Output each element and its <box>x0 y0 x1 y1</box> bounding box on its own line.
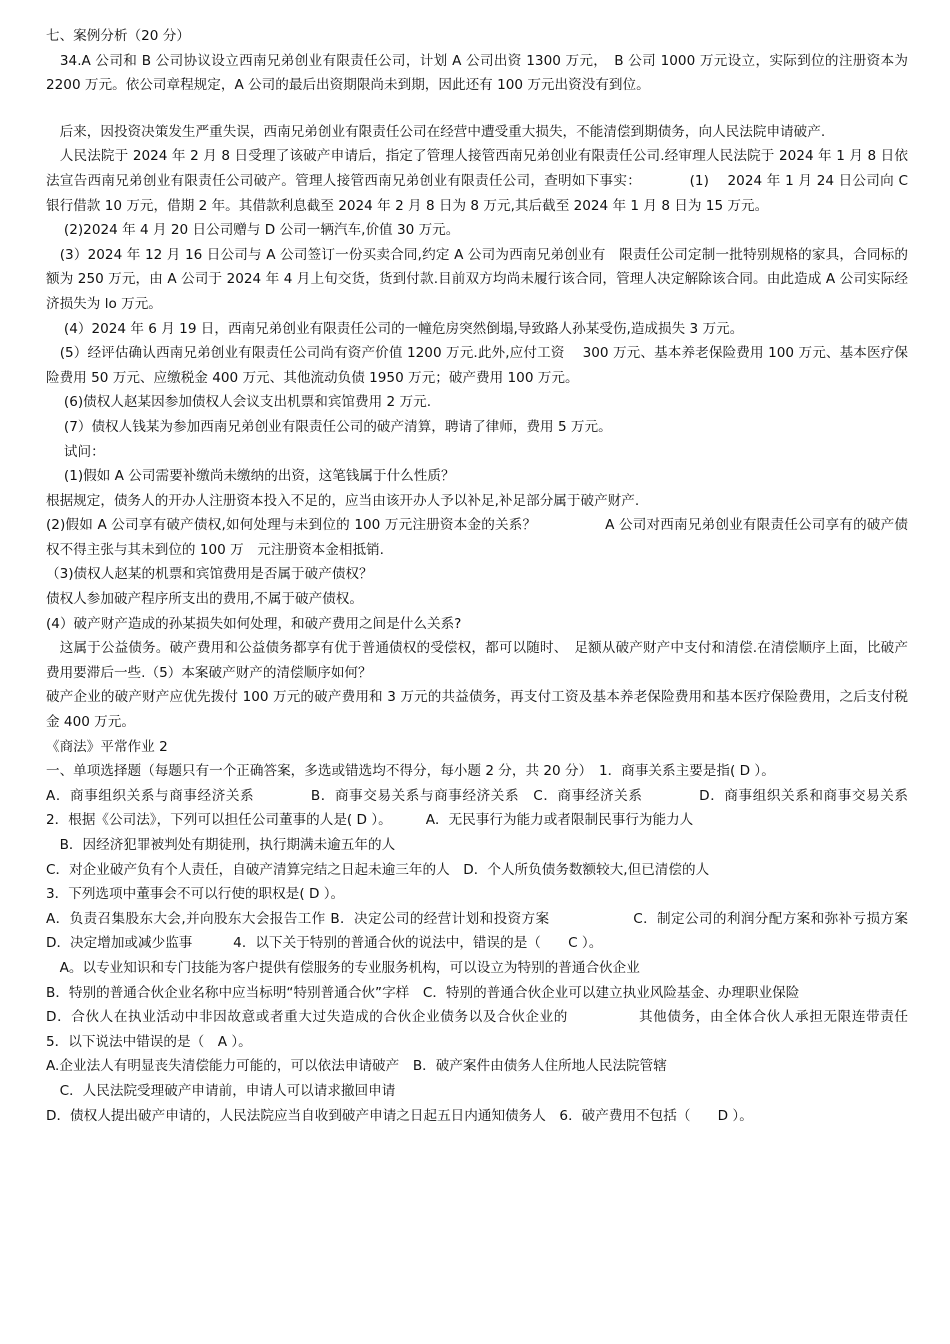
answer-3: 债权人参加破产程序所支出的费用,不属于破产债权。 <box>46 591 363 608</box>
mcq-block-1: A．商事组织关系与商事经济关系 B．商事交易关系与商事经济关系 C．商事经济关系 D．商事组织关系和商事交易关系 2．根据《公司法》，下列可以担任公司董事的人是( D ）。 A．无民事行为能力或者限制民事行为能力人 <box>46 787 922 829</box>
blank-line <box>46 98 908 120</box>
question-4: (4）破产财产造成的孙某损失如何处理，和破产费用之间是什么关系? <box>46 615 462 632</box>
mcq-option-5c: C．人民法院受理破产申请前，申请人可以请求撤回申请 <box>46 1082 396 1099</box>
section-heading: 七、案例分析（20 分） <box>46 28 190 44</box>
fact-item-2: (2)2024 年 4 月 20 日公司赠与 D 公司一辆汽车,价值 30 万元。 <box>46 222 460 239</box>
case-background-paragraph: 后来，因投资决策发生严重失误，西南兄弟创业有限责任公司在经营中遭受重大损失，不能清偿到期债务，向人民法院申请破产. <box>46 123 826 140</box>
mcq-section-heading: 一、单项选择题（每题只有一个正确答案，多选或错选均不得分，每小题 2 分，共 20 分） 1．商事关系主要是指( D ）。 <box>46 763 775 780</box>
mcq-options-4b-4c: B．特别的普通合伙企业名称中应当标明“特别普通合伙”字样 C．特别的普通合伙企业可以建立执业风险基金、办理职业保险 <box>46 984 800 1001</box>
case-intro-paragraph: 34.A 公司和 B 公司协议设立西南兄弟创业有限责任公司，计划 A 公司出资 1300 万元， B 公司 1000 万元设立，实际到位的注册资本为 2200 万元。依公司章程规定，A 公司的最后出资期限尚未到期，因此还有 100 万元出资没有到位。 <box>46 52 908 94</box>
fact-item-4: (4）2024 年 6 月 19 日，西南兄弟创业有限责任公司的一幢危房突然倒塌,导致路人孙某受伤,造成损失 3 万元。 <box>46 320 744 337</box>
answer-1: 根据规定，债务人的开办人注册资本投入不足的，应当由该开办人予以补足,补足部分属于破产财产. <box>46 492 640 509</box>
mcq-options-c-d: C．对企业破产负有个人责任，自破产清算完结之日起未逾三年的人 D．个人所负债务数额较大,但已清偿的人 <box>46 861 710 878</box>
answer-4-question-5: 这属于公益债务。破产费用和公益债务都享有优于普通债权的受偿权，都可以随时、 足额从破产财产中支付和清偿.在清偿顺序上面，比破产费用要滞后一些.（5）本案破产财产的清偿顺序如何？ <box>46 640 908 681</box>
homework-title: 《商法》平常作业 2 <box>46 738 168 755</box>
question-3: （3)债权人赵某的机票和宾馆费用是否属于破产债权？ <box>46 566 373 583</box>
mcq-option-4a: A。以专业知识和专门技能为客户提供有偿服务的专业服务机构，可以设立为特别的普通合伙企业 <box>46 959 640 976</box>
mcq-option-b: B．因经济犯罪被判处有期徒刑，执行期满未逾五年的人 <box>46 837 396 853</box>
mcq-options-5a-5b: A.企业法人有明显丧失清偿能力可能的，可以依法申请破产 B．破产案件由债务人住所地人民法院管辖 <box>46 1058 667 1075</box>
fact-item-6: (6)债权人赵某因参加债权人会议支出机票和宾馆费用 2 万元. <box>46 394 432 411</box>
mcq-question-3: 3．下列选项中董事会不可以行使的职权是( D ）。 <box>46 886 345 903</box>
mcq-block-3-4: A．负责召集股东大会,并向股东大会报告工作 B．决定公司的经营计划和投资方案 C．制定公司的利润分配方案和弥补亏损方案 D．决定增加或减少监事 4．以下关于特别的普通合伙的说法中，错误的是（ C ）。 <box>46 910 908 952</box>
question-1: (1)假如 A 公司需要补缴尚未缴纳的出资，这笔钱属于什么性质？ <box>46 468 455 485</box>
fact-item-7: (7）债权人钱某为参加西南兄弟创业有限责任公司的破产清算，聘请了律师，费用 5 万元。 <box>46 418 612 435</box>
answer-5: 破产企业的破产财产应优先拨付 100 万元的破产费用和 3 万元的共益债务，再支付工资及基本养老保险费用和基本医疗保险费用，之后支付税金 400 万元。 <box>46 689 908 731</box>
questions-heading: 试问： <box>46 443 105 460</box>
question-answer-2: (2)假如 A 公司享有破产债权,如何处理与未到位的 100 万元注册资本金的关系？ A 公司对西南兄弟创业有限责任公司享有的破产债权不得主张与其未到位的 100 万 元注册资本金相抵销. <box>46 517 908 558</box>
mcq-block-4d-5: D．合伙人在执业活动中非因故意或者重大过失造成的合伙企业债务以及合伙企业的 其他债务，由全体合伙人承担无限连带责任 5．以下说法中错误的是（ A ）。 <box>46 1009 949 1050</box>
fact-item-3: (3）2024 年 12 月 16 日公司与 A 公司签订一份买卖合同,约定 A 公司为西南兄弟创业有 限责任公司定制一批特别规格的家具，合同标的额为 250 万元，由 A 公司于 2024 年 4 月上旬交货，货到付款.目前双方均尚未履行该合同，管理人决定解除该合同。由此造成 A 公司实际经济损失为 lo 万元。 <box>46 246 908 312</box>
court-facts-paragraph: 人民法院于 2024 年 2 月 8 日受理了该破产申请后，指定了管理人接管西南兄弟创业有限责任公司.经审理人民法院于 2024 年 1 月 8 日依法宣告西南兄弟创业有限责任公司破产。管理人接管西南兄弟创业有限责任公司，查明如下事实： (1) 2024 年 1 月 24 日公司向 C 银行借款 10 万元，借期 2 年。其借款利息截至 2024 年 2 月 8 日为 8 万元,其后截至 2024 年 1 月 8 日为 15 万元。 <box>46 148 908 214</box>
fact-item-5: (5）经评估确认西南兄弟创业有限责任公司尚有资产价值 1200 万元.此外,应付工资 300 万元、基本养老保险费用 100 万元、基本医疗保险费用 50 万元、应缴税金 400 万元、其他流动负债 1950 万元；破产费用 100 万元。 <box>46 345 908 386</box>
mcq-block-5d-6: D．债权人提出破产申请的，人民法院应当自收到破产申请之日起五日内通知债务人 6．破产费用不包括（ D ）。 <box>46 1107 753 1124</box>
